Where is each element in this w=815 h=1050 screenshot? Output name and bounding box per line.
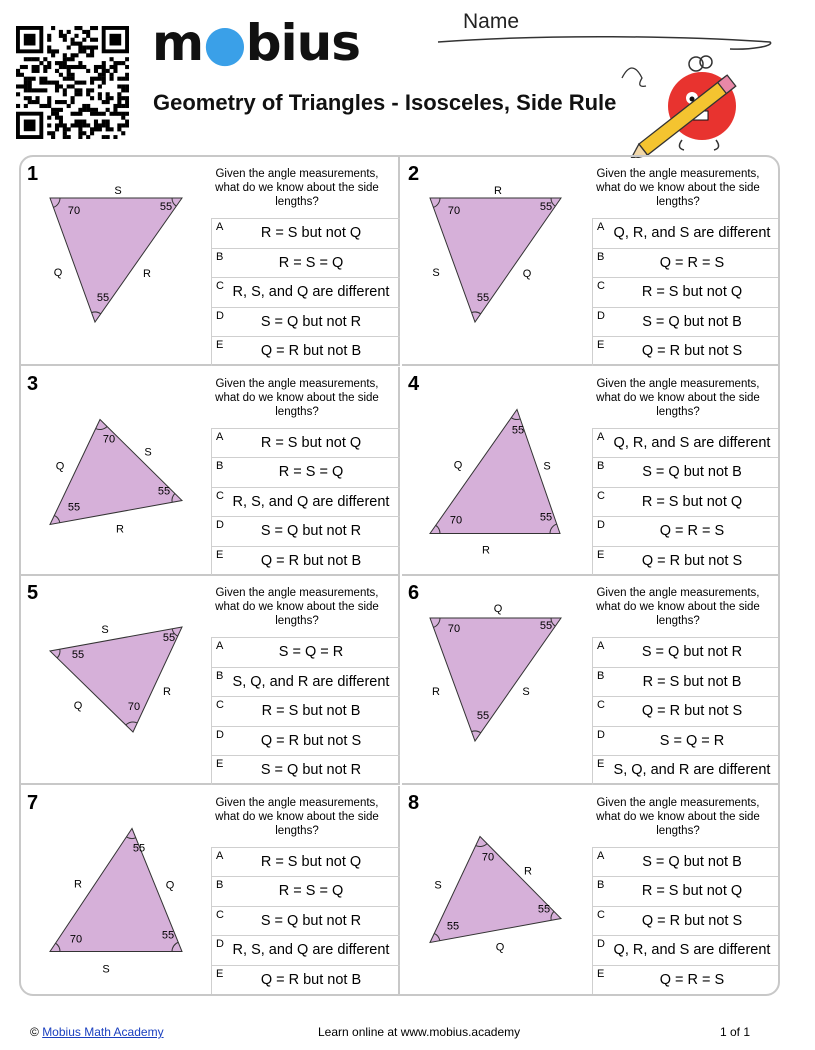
answer-option-e[interactable] bbox=[593, 965, 780, 995]
angle-label: 55 bbox=[537, 903, 551, 915]
answer-option-a[interactable] bbox=[212, 637, 400, 667]
qr-code bbox=[16, 26, 129, 139]
answer-option-b[interactable] bbox=[212, 667, 400, 697]
angle-label: 55 bbox=[162, 632, 176, 644]
angle-label: 55 bbox=[476, 710, 490, 722]
answer-option-c[interactable] bbox=[212, 906, 400, 936]
option-text: S, Q, and R are different bbox=[613, 762, 771, 778]
side-label: S bbox=[144, 446, 152, 458]
option-letter: D bbox=[597, 938, 605, 950]
question-number: 5 bbox=[27, 582, 39, 604]
angle-label: 70 bbox=[67, 205, 81, 217]
option-text: Q = R but not S bbox=[641, 552, 743, 569]
copyright-symbol: © bbox=[30, 1025, 39, 1039]
triangle-figure bbox=[21, 786, 211, 995]
angle-label: 55 bbox=[96, 292, 110, 304]
question-3 bbox=[21, 367, 400, 576]
answer-option-a[interactable] bbox=[593, 428, 780, 458]
side-label: R bbox=[116, 523, 124, 535]
answer-option-a[interactable] bbox=[212, 428, 400, 458]
question-grid bbox=[19, 155, 780, 996]
answer-option-d[interactable] bbox=[593, 516, 780, 546]
question-number: 8 bbox=[408, 791, 420, 814]
option-letter: A bbox=[216, 430, 224, 443]
answer-option-d[interactable] bbox=[593, 307, 780, 337]
angle-label: 70 bbox=[449, 514, 463, 526]
option-letter: D bbox=[597, 519, 605, 531]
question-1 bbox=[21, 157, 400, 366]
question-prompt: Given the angle measurements, what do we know about the side lengths? bbox=[215, 587, 379, 627]
option-text: S = Q but not R bbox=[260, 912, 362, 929]
answer-option-c[interactable] bbox=[593, 487, 780, 517]
option-letter: B bbox=[216, 669, 224, 682]
answer-option-b[interactable] bbox=[212, 248, 400, 278]
option-letter: E bbox=[216, 967, 224, 980]
option-letter: D bbox=[216, 309, 224, 322]
option-text: R = S but not Q bbox=[260, 853, 362, 870]
answer-option-b[interactable] bbox=[593, 248, 780, 278]
answer-option-a[interactable] bbox=[212, 847, 400, 877]
answer-option-d[interactable] bbox=[212, 516, 400, 546]
option-text: Q, R, and S are different bbox=[613, 434, 771, 451]
option-text: R = S but not Q bbox=[641, 284, 743, 300]
question-number: 6 bbox=[408, 582, 420, 604]
answer-option-b[interactable] bbox=[593, 457, 780, 487]
question-prompt: Given the angle measurements, what do we know about the side lengths? bbox=[215, 796, 379, 837]
triangle-shape bbox=[430, 618, 561, 741]
side-label: Q bbox=[453, 459, 463, 471]
answer-options bbox=[211, 428, 400, 576]
answer-option-e[interactable] bbox=[212, 336, 400, 366]
answer-option-c[interactable] bbox=[593, 906, 780, 936]
option-text: Q, R, and S are different bbox=[613, 225, 771, 241]
option-text: Q = R = S bbox=[659, 971, 725, 988]
answer-option-a[interactable] bbox=[212, 218, 400, 248]
question-2 bbox=[402, 157, 780, 366]
option-letter: A bbox=[216, 849, 224, 862]
option-text: S = Q but not R bbox=[641, 644, 743, 660]
side-label: Q bbox=[493, 603, 503, 615]
angle-label: 55 bbox=[132, 842, 146, 854]
option-text: S, Q, and R are different bbox=[232, 673, 390, 690]
option-letter: A bbox=[597, 640, 605, 652]
option-text: R = S but not Q bbox=[260, 225, 362, 241]
angle-label: 55 bbox=[539, 511, 553, 523]
option-text: Q, R, and S are different bbox=[613, 942, 771, 958]
triangle-figure bbox=[21, 157, 211, 366]
option-letter: E bbox=[597, 548, 605, 561]
option-letter: D bbox=[216, 519, 224, 531]
option-letter: D bbox=[216, 938, 224, 950]
option-text: R = S but not B bbox=[261, 703, 361, 719]
option-text: R = S but not Q bbox=[641, 493, 743, 510]
answer-option-a[interactable] bbox=[593, 637, 780, 667]
option-letter: D bbox=[597, 309, 605, 322]
answer-options bbox=[211, 637, 400, 785]
answer-option-c[interactable] bbox=[212, 696, 400, 726]
side-label: S bbox=[434, 879, 442, 891]
option-text: S = Q but not B bbox=[642, 464, 742, 480]
option-text: Q = R but not S bbox=[641, 343, 743, 359]
answer-option-a[interactable] bbox=[593, 847, 780, 877]
option-letter: A bbox=[216, 640, 224, 652]
option-letter: B bbox=[216, 879, 224, 891]
question-7 bbox=[21, 786, 400, 995]
option-text: Q = R = S bbox=[659, 254, 725, 271]
side-label: R bbox=[163, 686, 171, 698]
answer-options bbox=[592, 218, 780, 366]
side-label: S bbox=[101, 624, 109, 636]
angle-label: 70 bbox=[481, 851, 495, 863]
option-letter: A bbox=[597, 430, 605, 443]
answer-option-b[interactable] bbox=[212, 457, 400, 487]
option-letter: B bbox=[597, 879, 605, 891]
answer-option-e[interactable] bbox=[212, 755, 400, 785]
angle-label: 70 bbox=[69, 933, 83, 945]
footer-center-text: Learn online at www.mobius.academy bbox=[318, 1025, 521, 1039]
angle-label: 55 bbox=[446, 920, 460, 932]
side-label: R bbox=[143, 268, 151, 280]
side-label: R bbox=[74, 878, 82, 890]
brand-logo: m●bius bbox=[152, 14, 361, 72]
option-letter: E bbox=[597, 758, 605, 770]
triangle-figure bbox=[21, 367, 211, 576]
triangle-figure bbox=[402, 576, 592, 785]
footer-link[interactable]: Mobius Math Academy bbox=[42, 1025, 164, 1039]
answer-options bbox=[592, 637, 780, 785]
question-number: 4 bbox=[408, 372, 420, 395]
name-label: Name bbox=[463, 10, 520, 33]
triangle-figure bbox=[21, 576, 211, 785]
option-text: S = Q but not B bbox=[642, 313, 742, 330]
angle-label: 70 bbox=[127, 701, 141, 713]
answer-option-d[interactable] bbox=[593, 935, 780, 965]
option-text: S = Q but not R bbox=[260, 762, 362, 778]
angle-label: 55 bbox=[476, 292, 490, 304]
angle-label: 55 bbox=[539, 620, 553, 632]
angle-label: 55 bbox=[161, 929, 175, 941]
option-text: Q = R but not S bbox=[641, 912, 743, 929]
option-text: Q = R but not B bbox=[260, 343, 362, 359]
side-label: R bbox=[432, 686, 440, 698]
side-label: S bbox=[522, 686, 530, 698]
option-letter: C bbox=[597, 489, 605, 502]
answer-option-e[interactable] bbox=[593, 336, 780, 366]
option-letter: D bbox=[597, 728, 605, 741]
side-label: R bbox=[482, 544, 490, 556]
question-prompt: Given the angle measurements, what do we know about the side lengths? bbox=[596, 796, 760, 837]
option-letter: A bbox=[597, 221, 605, 233]
answer-options bbox=[592, 847, 780, 995]
option-text: R = S but not Q bbox=[260, 434, 362, 451]
question-prompt: Given the angle measurements, what do we know about the side lengths? bbox=[596, 587, 760, 627]
option-letter: C bbox=[216, 908, 224, 921]
option-letter: B bbox=[597, 250, 605, 263]
side-label: S bbox=[102, 963, 110, 975]
side-label: Q bbox=[53, 267, 63, 279]
option-letter: C bbox=[216, 489, 224, 502]
answer-option-d[interactable] bbox=[212, 935, 400, 965]
option-text: R = S = Q bbox=[278, 464, 344, 480]
option-text: Q = R but not S bbox=[260, 732, 362, 749]
option-text: R = S but not Q bbox=[641, 883, 743, 899]
angle-label: 55 bbox=[67, 501, 81, 513]
option-text: S = Q = R bbox=[278, 644, 344, 660]
question-8 bbox=[402, 786, 780, 995]
question-4 bbox=[402, 367, 780, 576]
answer-option-d[interactable] bbox=[593, 726, 780, 756]
side-label: Q bbox=[495, 941, 505, 953]
footer-page-number: 1 of 1 bbox=[720, 1025, 751, 1039]
question-prompt: Given the angle measurements, what do we know about the side lengths? bbox=[596, 168, 760, 208]
answer-option-e[interactable] bbox=[212, 965, 400, 995]
option-letter: E bbox=[216, 548, 224, 561]
answer-options bbox=[592, 428, 780, 576]
answer-option-e[interactable] bbox=[593, 755, 780, 785]
angle-label: 55 bbox=[157, 485, 171, 497]
option-text: Q = R but not B bbox=[260, 971, 362, 988]
option-letter: C bbox=[216, 280, 224, 292]
answer-option-e[interactable] bbox=[212, 546, 400, 576]
angle-label: 70 bbox=[102, 433, 116, 445]
answer-option-b[interactable] bbox=[593, 667, 780, 697]
question-number: 3 bbox=[27, 372, 39, 395]
side-label: R bbox=[494, 185, 502, 197]
triangle-figure bbox=[402, 786, 592, 995]
angle-label: 55 bbox=[511, 424, 525, 436]
answer-options bbox=[211, 218, 400, 366]
answer-option-c[interactable] bbox=[212, 487, 400, 517]
answer-option-a[interactable] bbox=[593, 218, 780, 248]
answer-option-e[interactable] bbox=[593, 546, 780, 576]
question-5 bbox=[21, 576, 400, 785]
answer-option-b[interactable] bbox=[212, 876, 400, 906]
question-number: 7 bbox=[27, 791, 39, 814]
option-letter: E bbox=[216, 339, 224, 351]
option-text: R = S = Q bbox=[278, 883, 344, 899]
answer-option-d[interactable] bbox=[212, 726, 400, 756]
angle-label: 55 bbox=[539, 201, 553, 213]
side-label: Q bbox=[165, 879, 175, 891]
option-text: S = Q = R bbox=[659, 732, 725, 749]
option-text: R = S = Q bbox=[278, 254, 344, 271]
answer-options bbox=[211, 847, 400, 995]
page-title: Geometry of Triangles - Isosceles, Side Rule bbox=[153, 90, 617, 115]
option-letter: D bbox=[216, 728, 224, 741]
question-number: 2 bbox=[408, 163, 420, 185]
side-label: Q bbox=[73, 700, 83, 712]
option-text: R, S, and Q are different bbox=[232, 284, 390, 300]
angle-label: 70 bbox=[447, 205, 461, 217]
option-letter: B bbox=[597, 460, 605, 472]
side-label: S bbox=[114, 185, 122, 197]
option-text: S = Q but not B bbox=[642, 853, 742, 870]
option-text: S = Q but not R bbox=[260, 313, 362, 330]
option-letter: E bbox=[597, 339, 605, 351]
angle-label: 55 bbox=[159, 201, 173, 213]
answer-option-d[interactable] bbox=[212, 307, 400, 337]
question-prompt: Given the angle measurements, what do we know about the side lengths? bbox=[215, 377, 379, 418]
question-number: 1 bbox=[27, 163, 39, 185]
triangle-figure bbox=[402, 157, 592, 366]
option-text: Q = R but not B bbox=[260, 552, 362, 569]
option-text: Q = R = S bbox=[659, 523, 725, 539]
angle-label: 70 bbox=[447, 623, 461, 635]
option-letter: B bbox=[216, 460, 224, 472]
question-prompt: Given the angle measurements, what do we know about the side lengths? bbox=[596, 377, 760, 418]
option-letter: C bbox=[597, 908, 605, 921]
answer-option-b[interactable] bbox=[593, 876, 780, 906]
question-prompt: Given the angle measurements, what do we know about the side lengths? bbox=[215, 168, 379, 208]
option-text: R = S but not B bbox=[642, 673, 742, 690]
answer-option-c[interactable] bbox=[212, 277, 400, 307]
option-letter: A bbox=[597, 849, 605, 862]
footer-copyright bbox=[30, 1025, 164, 1039]
side-label: R bbox=[524, 865, 532, 877]
mascot-pencil-icon bbox=[612, 48, 752, 158]
option-text: S = Q but not R bbox=[260, 523, 362, 539]
triangle-figure bbox=[402, 367, 592, 576]
option-letter: C bbox=[597, 280, 605, 292]
side-label: S bbox=[432, 267, 440, 279]
side-label: Q bbox=[55, 460, 65, 472]
option-letter: A bbox=[216, 221, 224, 233]
side-label: Q bbox=[522, 268, 532, 280]
option-letter: B bbox=[216, 250, 224, 263]
angle-label: 55 bbox=[71, 649, 85, 661]
answer-option-c[interactable] bbox=[593, 696, 780, 726]
option-text: R, S, and Q are different bbox=[232, 942, 390, 958]
option-letter: C bbox=[216, 699, 224, 711]
answer-option-c[interactable] bbox=[593, 277, 780, 307]
option-letter: B bbox=[597, 669, 605, 682]
option-text: Q = R but not S bbox=[641, 703, 743, 719]
side-label: S bbox=[543, 460, 551, 472]
option-letter: E bbox=[216, 758, 224, 770]
option-letter: E bbox=[597, 967, 605, 980]
option-letter: C bbox=[597, 699, 605, 711]
question-6 bbox=[402, 576, 780, 785]
option-text: R, S, and Q are different bbox=[232, 493, 390, 510]
